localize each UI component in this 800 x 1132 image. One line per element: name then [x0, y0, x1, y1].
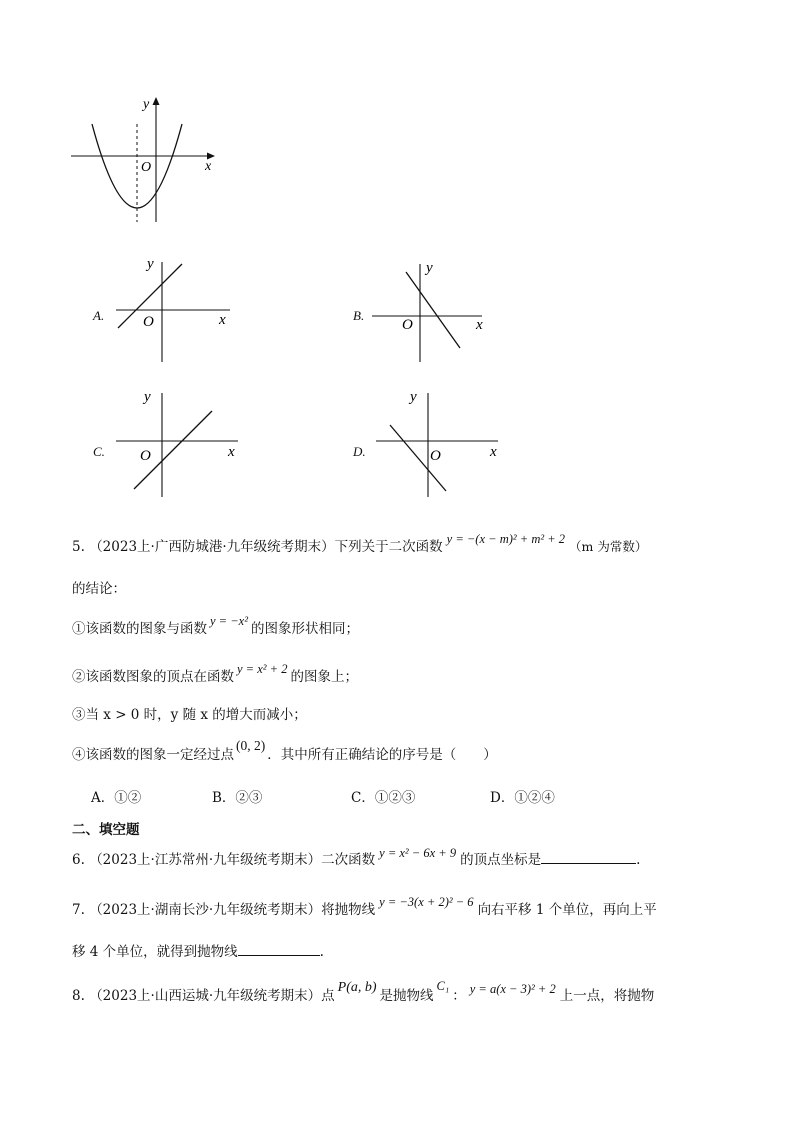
q8-line1: 8. （2023上·山西运城·九年级统考期末）点P(a, b)是抛物线C₁： y = a(x − 3)² + 2 上一点，将抛物: [72, 979, 655, 1004]
s4-point: (0, 2): [236, 738, 266, 753]
q7-line1: 7. （2023上·湖南长沙·九年级统考期末）将抛物线 y = −3(x + 2)² − 6 向右平移 1 个单位，再向上平: [72, 895, 657, 918]
q8-point: P(a, b): [337, 980, 377, 995]
origin-label: O: [141, 160, 152, 175]
q8-curve: C₁: [436, 979, 450, 993]
q8-formula: y = a(x − 3)² + 2: [469, 982, 556, 996]
q5-statement-3: ③当 x > 0 时，y 随 x 的增大而减小；: [72, 707, 307, 723]
q7-formula: y = −3(x + 2)² − 6: [379, 895, 474, 909]
main-parabola-figure: [65, 92, 225, 227]
q5-statement-1: ①该函数的图象与函数 y = −x² 的图象形状相同；: [72, 614, 359, 637]
question-number: 5.: [72, 539, 85, 555]
q7-line2: 移 4 个单位，就得到抛物线 .: [72, 940, 324, 960]
y-label: y: [144, 389, 151, 405]
question-source: （2023上·江苏常州·九年级统考期末）二次函数: [89, 852, 376, 868]
answer-blank[interactable]: [238, 941, 320, 956]
option-b-label: B.: [353, 308, 365, 323]
q6-formula: y = x² − 6x + 9: [379, 846, 457, 860]
y-label: y: [147, 256, 154, 272]
q5-line1: [72, 532, 648, 555]
q5-param-note: （m 为常数）: [569, 539, 648, 554]
origin-label: O: [402, 317, 413, 333]
origin-label: O: [140, 448, 151, 464]
option-a-label: A.: [93, 308, 105, 323]
q5-statement-4: ④该函数的图象一定经过点(0, 2)．其中所有正确结论的序号是（ ）: [72, 738, 497, 763]
question-source: （2023上·湖南长沙·九年级统考期末）将抛物线: [89, 902, 376, 918]
question-number: 7.: [72, 902, 85, 918]
question-number: 8.: [72, 988, 85, 1004]
origin-label: O: [143, 314, 154, 330]
q5-choice-d: D．①②④: [490, 790, 555, 806]
question-source: （2023上·广西防城港·九年级统考期末）下列关于二次函数: [89, 539, 443, 555]
x-label: x: [219, 312, 226, 328]
origin-label: O: [430, 448, 441, 464]
q5-formula: y = −(x − m)² + m² + 2: [446, 532, 566, 546]
option-b-line: [406, 272, 460, 348]
option-d-graph: [370, 385, 505, 500]
y-label: y: [143, 97, 150, 112]
x-label: x: [228, 444, 235, 460]
q5-choice-b: B．②③: [212, 790, 263, 806]
option-b-graph: [370, 252, 500, 367]
option-a-graph: [110, 250, 240, 365]
section-heading: 二、填空题: [72, 822, 140, 838]
option-c-label: C.: [93, 444, 105, 459]
x-label: x: [490, 444, 497, 460]
q6-line: 6. （2023上·江苏常州·九年级统考期末）二次函数 y = x² − 6x + 9 的顶点坐标是 .: [72, 846, 641, 868]
y-label: y: [426, 260, 433, 276]
question-source: （2023上·山西运城·九年级统考期末）点: [89, 988, 335, 1004]
q5-line2: 的结论：: [72, 581, 126, 597]
option-c-graph: [110, 385, 245, 500]
y-axis-arrow: [153, 97, 160, 105]
y-label: y: [410, 389, 417, 405]
question-number: 6.: [72, 852, 85, 868]
x-label: x: [205, 159, 212, 174]
q5-statement-2: ②该函数图象的顶点在函数 y = x² + 2 的图象上；: [72, 662, 358, 685]
s2-formula: y = x² + 2: [237, 662, 288, 676]
x-label: x: [476, 317, 483, 333]
q5-choice-a: A．①②: [91, 790, 142, 806]
option-d-label: D.: [353, 444, 366, 459]
s1-formula: y = −x²: [210, 614, 248, 628]
q5-choice-c: C．①②③: [351, 790, 416, 806]
answer-blank[interactable]: [541, 849, 636, 864]
